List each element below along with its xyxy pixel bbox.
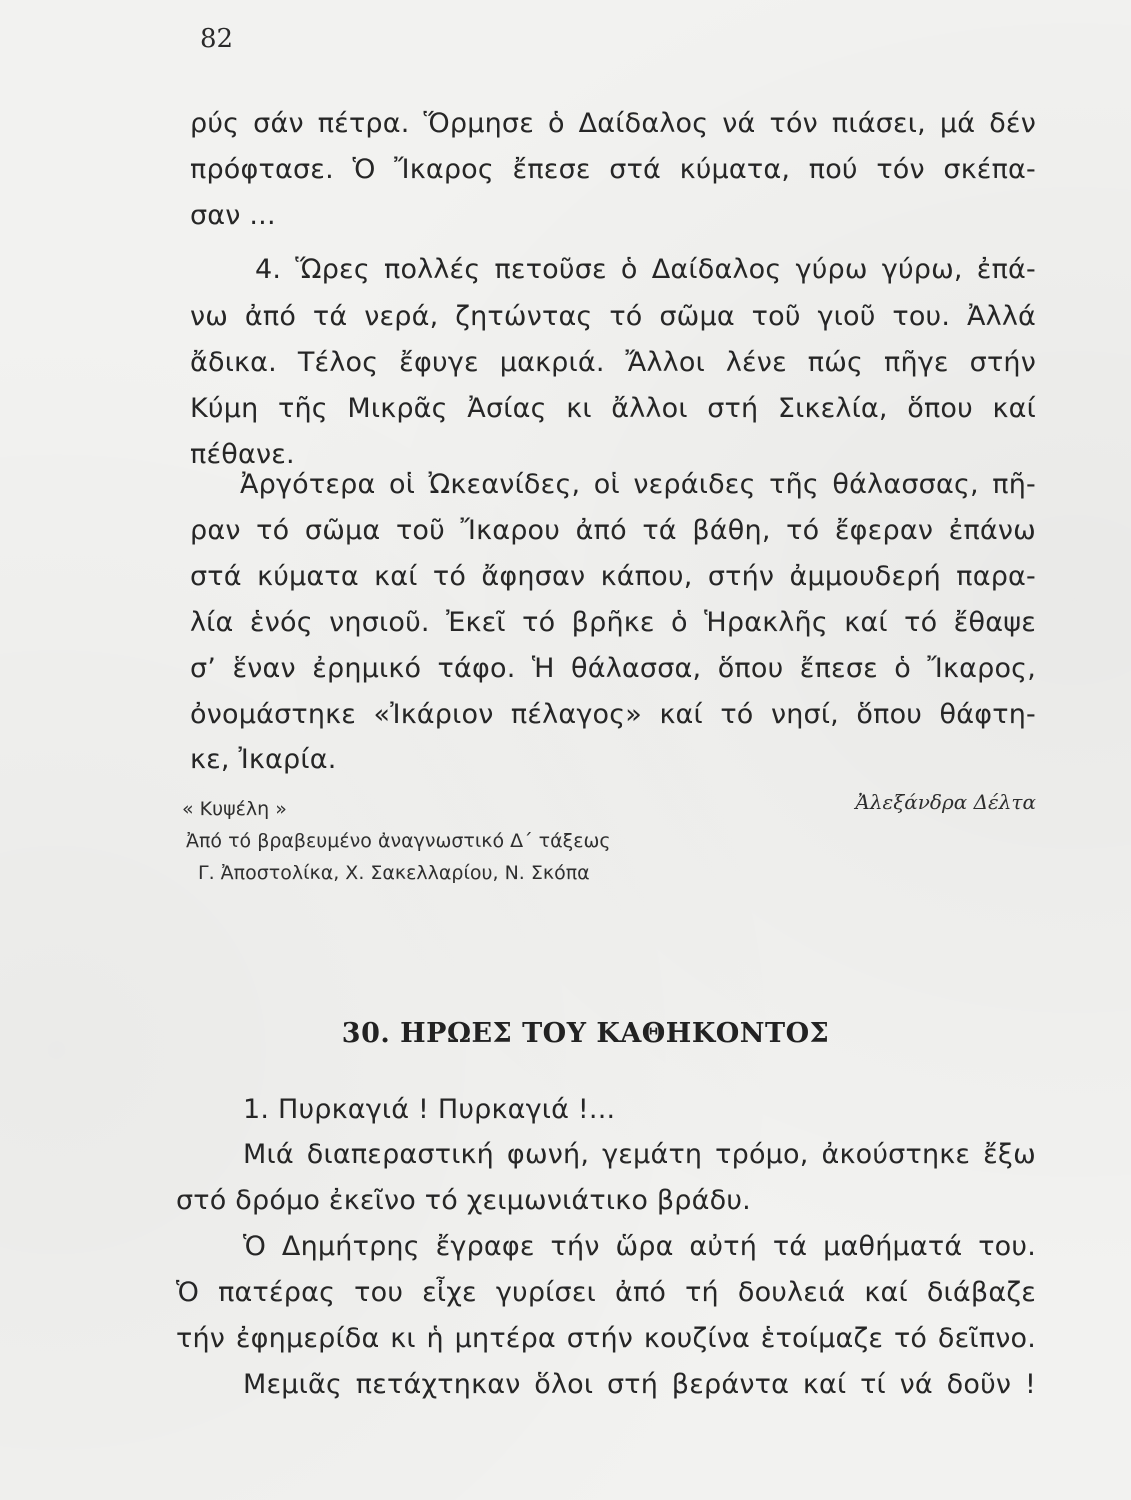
chapter-line: Ὁ Δημήτρης ἔγραφε τήν ὥρα αὐτή τά μαθήματά του. xyxy=(243,1231,1036,1262)
chapter-line: 1. Πυρκαγιά ! Πυρκαγιά !... xyxy=(243,1094,616,1125)
source-authors: Γ. Ἀποστολίκα, Χ. Σακελλαρίου, Ν. Σκόπα xyxy=(198,862,590,884)
text-line: σαν ... xyxy=(190,200,276,231)
chapter-line: στό δρόμο ἐκεῖνο τό χειμωνιάτικο βράδυ. xyxy=(176,1185,751,1216)
paragraph-4-start: 4. Ὥρες πολλές πετοῦσε ὁ Δαίδαλος γύρω γύρω, ἐπά- xyxy=(255,254,1036,285)
chapter-heading: 30. ΗΡΩΕΣ ΤΟΥ ΚΑΘΗΚΟΝΤΟΣ xyxy=(341,1018,830,1049)
chapter-line: Μεμιᾶς πετάχτηκαν ὅλοι στή βεράντα καί τί νά δοῦν ! xyxy=(243,1369,1036,1400)
chapter-line: Μιά διαπεραστική φωνή, γεμάτη τρόμο, ἀκούστηκε ἔξω xyxy=(243,1139,1036,1170)
text-line: σ’ ἕναν ἐρημικό τάφο. Ἡ θάλασσα, ὅπου ἔπεσε ὁ Ἴκαρος, xyxy=(190,653,1036,684)
text-line: ραν τό σῶμα τοῦ Ἴκαρου ἀπό τά βάθη, τό ἔφεραν ἐπάνω xyxy=(190,515,1036,546)
chapter-line: τήν ἐφημερίδα κι ἡ μητέρα στήν κουζίνα ἑτοίμαζε τό δεῖπνο. xyxy=(176,1323,1036,1354)
text-line: πέθανε. xyxy=(190,439,295,470)
text-line: στά κύματα καί τό ἄφησαν κάπου, στήν ἀμμουδερή παρα- xyxy=(190,561,1036,592)
text-line: ἄδικα. Τέλος ἔφυγε μακριά. Ἄλλοι λένε πώς πῆγε στήν xyxy=(190,347,1036,378)
page-number: 82 xyxy=(200,24,234,54)
source-book: Ἀπό τό βραβευμένο ἀναγνωστικό Δ΄ τάξεως xyxy=(186,830,611,852)
source-title: « Κυψέλη » xyxy=(182,798,287,820)
text-line: ρύς σάν πέτρα. Ὅρμησε ὁ Δαίδαλος νά τόν πιάσει, μά δέν xyxy=(190,108,1036,139)
story-author: Ἀλεξάνδρα Δέλτα xyxy=(855,790,1036,814)
text-line: λία ἑνός νησιοῦ. Ἐκεῖ τό βρῆκε ὁ Ἡρακλῆς καί τό ἔθαψε xyxy=(190,607,1036,638)
text-line: νω ἀπό τά νερά, ζητώντας τό σῶμα τοῦ γιοῦ του. Ἀλλά xyxy=(190,301,1036,332)
chapter-line: Ὁ πατέρας του εἶχε γυρίσει ἀπό τή δουλειά καί διάβαζε xyxy=(176,1277,1036,1308)
text-line: ὀνομάστηκε «Ἰκάριον πέλαγος» καί τό νησί, ὅπου θάφτη- xyxy=(190,699,1036,730)
paragraph-start: Ἀργότερα οἱ Ὠκεανίδες, οἱ νεράιδες τῆς θάλασσας, πῆ- xyxy=(240,469,1036,500)
text-line: κε, Ἰκαρία. xyxy=(190,744,337,775)
text-line: πρόφτασε. Ὁ Ἴκαρος ἔπεσε στά κύματα, πού τόν σκέπα- xyxy=(190,154,1036,185)
text-line: Κύμη τῆς Μικρᾶς Ἀσίας κι ἄλλοι στή Σικελία, ὅπου καί xyxy=(190,393,1036,424)
